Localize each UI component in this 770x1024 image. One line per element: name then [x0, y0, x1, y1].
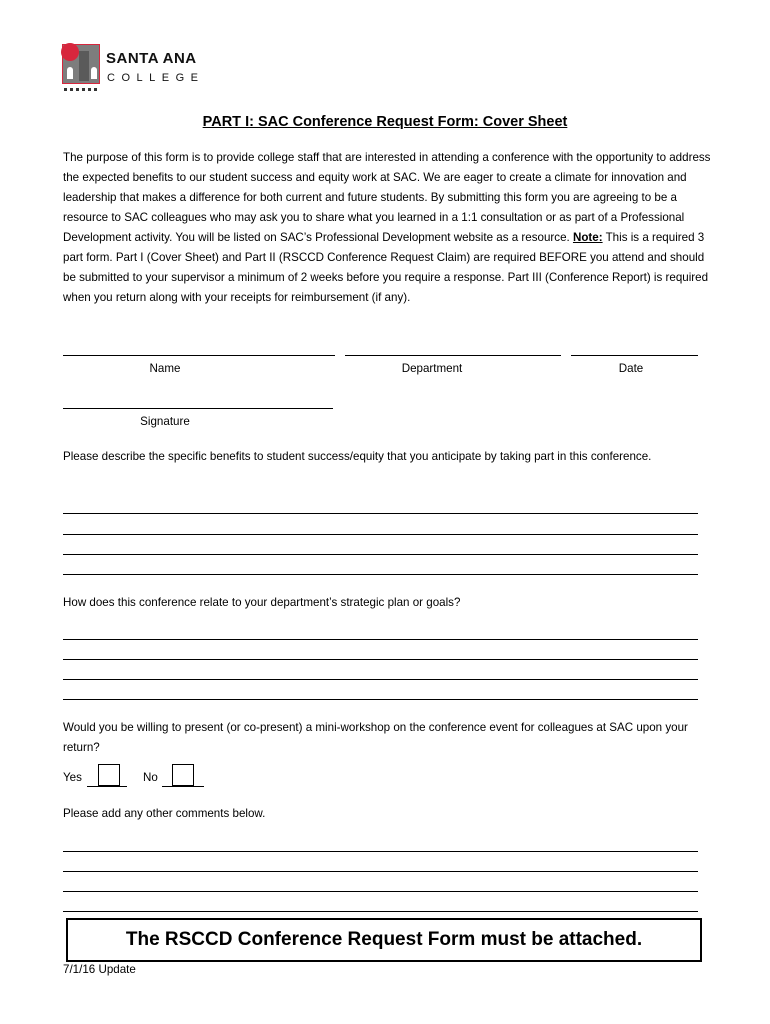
update-date: 7/1/16 Update — [63, 963, 136, 976]
name-label: Name — [149, 362, 181, 375]
benefits-question: Please describe the specific benefits to student success/equity that you anticipate by taking part in this conference. — [63, 450, 652, 463]
strategic-answer-line[interactable] — [63, 679, 698, 680]
intro-paragraph — [63, 148, 713, 308]
attachment-banner: The RSCCD Conference Request Form must be attached. — [66, 918, 702, 962]
college-building-icon — [62, 44, 100, 84]
page-title: PART I: SAC Conference Request Form: Cover Sheet — [202, 114, 568, 130]
department-line[interactable] — [345, 355, 561, 356]
yes-blank — [87, 786, 127, 787]
comments-line[interactable] — [63, 911, 698, 912]
benefits-answer-line[interactable] — [63, 554, 698, 555]
comments-line[interactable] — [63, 891, 698, 892]
logo-name: SANTA ANA — [106, 50, 197, 67]
benefits-answer-line[interactable] — [63, 534, 698, 535]
comments-line[interactable] — [63, 851, 698, 852]
comments-prompt: Please add any other comments below. — [63, 807, 266, 820]
intro-text-2: This is a required 3 part form. Part I (Cover Sheet) and Part II (RSCCD Conference Request Claim) are required BEFORE you attend and should be submitted to your supervisor a minimum of 2 weeks before you require a response. Part III (Conference Report) is required when you return along with your receipts for reimbursement (if any). — [63, 231, 709, 304]
logo-dots — [64, 88, 98, 91]
date-line[interactable] — [571, 355, 698, 356]
department-label: Department — [401, 362, 463, 375]
present-question: Would you be willing to present (or co-present) a mini-workshop on the conference event for colleagues at SAC upon your return? — [63, 721, 688, 754]
yes-label: Yes — [63, 771, 82, 784]
note-label: Note: — [572, 231, 603, 244]
strategic-answer-line[interactable] — [63, 639, 698, 640]
benefits-answer-line[interactable] — [63, 513, 698, 514]
strategic-answer-line[interactable] — [63, 699, 698, 700]
no-checkbox[interactable] — [172, 764, 194, 786]
comments-line[interactable] — [63, 871, 698, 872]
santa-ana-college-logo — [62, 44, 212, 94]
benefits-answer-line[interactable] — [63, 574, 698, 575]
date-label: Date — [618, 362, 644, 375]
signature-line[interactable] — [63, 408, 333, 409]
intro-text-1: The purpose of this form is to provide college staff that are interested in attending a conference with the opportunity to address the expected benefits to our student success and equity work at SAC. We are eager to create a climate for innovation and leadership that makes a difference for both current and future students. By submitting this form you are agreeing to be a resource to SAC colleagues who may ask you to share what you learned in a 1:1 consultation or as part of a Professional Development activity. You will be listed on SAC’s Professional Development website as a resource. — [63, 151, 711, 244]
name-line[interactable] — [63, 355, 335, 356]
signature-label: Signature — [140, 415, 190, 428]
yes-checkbox[interactable] — [98, 764, 120, 786]
no-label: No — [143, 771, 158, 784]
strategic-question: How does this conference relate to your department’s strategic plan or goals? — [63, 596, 461, 609]
strategic-answer-line[interactable] — [63, 659, 698, 660]
no-blank — [162, 786, 204, 787]
logo-subtitle: COLLEGE — [107, 72, 205, 84]
